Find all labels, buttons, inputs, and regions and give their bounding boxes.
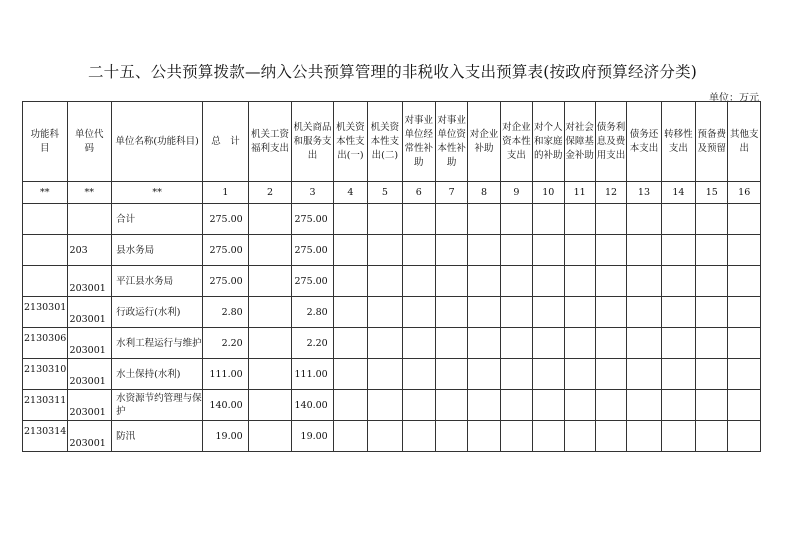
empty-cell (595, 390, 626, 421)
empty-cell (333, 359, 367, 390)
empty-cell (500, 266, 532, 297)
empty-cell (402, 297, 435, 328)
function-code-cell (23, 204, 68, 235)
column-number: 5 (368, 182, 402, 204)
empty-cell (627, 359, 661, 390)
empty-cell (435, 266, 467, 297)
empty-cell (435, 359, 467, 390)
column-header (564, 102, 595, 182)
wage-cell (248, 235, 292, 266)
table-row (23, 297, 761, 328)
empty-cell (627, 297, 661, 328)
column-header (23, 102, 68, 182)
column-header (468, 102, 500, 182)
unit-code-cell: 203001 (67, 359, 112, 390)
empty-cell (500, 297, 532, 328)
goods-services-cell: 2.20 (292, 328, 334, 359)
column-number: 6 (402, 182, 435, 204)
empty-cell (661, 328, 695, 359)
column-header (248, 102, 292, 182)
column-header (500, 102, 532, 182)
empty-cell (368, 266, 402, 297)
table-row (23, 359, 761, 390)
empty-cell (595, 421, 626, 452)
empty-cell (435, 421, 467, 452)
column-header (661, 102, 695, 182)
empty-cell (533, 204, 564, 235)
function-code-cell: 2130301 (23, 297, 68, 328)
unit-name-cell: 平江县水务局 (112, 266, 203, 297)
unit-code-cell: 203001 (67, 297, 112, 328)
empty-cell (500, 390, 532, 421)
empty-cell (500, 328, 532, 359)
column-header-label: 总 计 (211, 135, 240, 147)
column-number-row (23, 182, 761, 204)
column-number: 1 (203, 182, 249, 204)
empty-cell (435, 235, 467, 266)
empty-cell (595, 235, 626, 266)
empty-cell (333, 297, 367, 328)
column-header (112, 102, 203, 182)
empty-cell (627, 266, 661, 297)
empty-cell (333, 204, 367, 235)
column-header (728, 102, 761, 182)
empty-cell (661, 359, 695, 390)
total-cell: 275.00 (203, 204, 249, 235)
empty-cell (564, 359, 595, 390)
empty-cell (661, 390, 695, 421)
empty-cell (368, 297, 402, 328)
column-header (333, 102, 367, 182)
column-header (203, 102, 249, 182)
empty-cell (500, 421, 532, 452)
empty-cell (533, 359, 564, 390)
column-header-label: 转移性支出 (664, 128, 693, 154)
column-number: 8 (468, 182, 500, 204)
function-code-cell: 2130311 (23, 390, 68, 421)
empty-cell (728, 266, 761, 297)
function-code-cell (23, 266, 68, 297)
empty-cell (696, 297, 728, 328)
column-number: ** (23, 182, 68, 204)
goods-services-cell: 275.00 (292, 266, 334, 297)
function-code-cell: 2130310 (23, 359, 68, 390)
unit-code-cell: 203001 (67, 266, 112, 297)
unit-name-cell: 县水务局 (112, 235, 203, 266)
column-number: ** (112, 182, 203, 204)
empty-cell (661, 266, 695, 297)
wage-cell (248, 421, 292, 452)
empty-cell (595, 328, 626, 359)
empty-cell (564, 297, 595, 328)
unit-name-cell: 水土保持(水利) (112, 359, 203, 390)
column-number: 10 (533, 182, 564, 204)
total-cell: 111.00 (203, 359, 249, 390)
empty-cell (627, 421, 661, 452)
unit-code-cell: 203 (67, 235, 112, 266)
empty-cell (402, 421, 435, 452)
column-header (595, 102, 626, 182)
unit-name-cell: 行政运行(水利) (112, 297, 203, 328)
empty-cell (402, 235, 435, 266)
column-number: 13 (627, 182, 661, 204)
column-number: 2 (248, 182, 292, 204)
total-cell: 140.00 (203, 390, 249, 421)
empty-cell (468, 390, 500, 421)
empty-cell (500, 204, 532, 235)
column-header-label: 对社会保障基金补助 (565, 121, 594, 161)
empty-cell (564, 390, 595, 421)
total-cell: 2.20 (203, 328, 249, 359)
column-number: 11 (564, 182, 595, 204)
empty-cell (564, 266, 595, 297)
empty-cell (368, 235, 402, 266)
wage-cell (248, 297, 292, 328)
column-header-label: 对企业补助 (469, 128, 499, 154)
empty-cell (564, 328, 595, 359)
empty-cell (627, 235, 661, 266)
empty-cell (368, 421, 402, 452)
total-cell: 275.00 (203, 235, 249, 266)
total-cell: 19.00 (203, 421, 249, 452)
empty-cell (627, 204, 661, 235)
empty-cell (627, 328, 661, 359)
empty-cell (696, 359, 728, 390)
table-row (23, 328, 761, 359)
empty-cell (696, 204, 728, 235)
column-header (627, 102, 661, 182)
unit-name-cell: 防汛 (112, 421, 203, 452)
column-header-label: 对个人和家庭的补助 (534, 121, 563, 161)
empty-cell (468, 421, 500, 452)
empty-cell (333, 328, 367, 359)
empty-cell (696, 421, 728, 452)
column-header-label: 预备费及预留 (697, 128, 726, 154)
empty-cell (435, 328, 467, 359)
empty-cell (500, 235, 532, 266)
goods-services-cell: 275.00 (292, 204, 334, 235)
empty-cell (728, 390, 761, 421)
empty-cell (728, 359, 761, 390)
column-number: 7 (435, 182, 467, 204)
function-code-cell: 2130306 (23, 328, 68, 359)
column-header-label: 机关资本性支出(二) (370, 121, 400, 161)
empty-cell (696, 390, 728, 421)
column-header-label: 机关资本性支出(一) (336, 121, 365, 161)
empty-cell (728, 204, 761, 235)
empty-cell (728, 297, 761, 328)
unit-code-cell: 203001 (67, 390, 112, 421)
table-row (23, 235, 761, 266)
goods-services-cell: 140.00 (292, 390, 334, 421)
column-header (292, 102, 334, 182)
empty-cell (627, 390, 661, 421)
column-header-label: 对企业资本性支出 (502, 121, 531, 161)
empty-cell (661, 297, 695, 328)
column-number: 16 (728, 182, 761, 204)
wage-cell (248, 266, 292, 297)
empty-cell (533, 421, 564, 452)
empty-cell (564, 421, 595, 452)
column-header-label: 单位名称(功能科目) (115, 135, 199, 147)
column-header-label: 机关商品和服务支出 (293, 121, 332, 161)
empty-cell (728, 235, 761, 266)
column-header (67, 102, 112, 182)
empty-cell (402, 266, 435, 297)
empty-cell (533, 328, 564, 359)
column-header (533, 102, 564, 182)
empty-cell (696, 328, 728, 359)
empty-cell (333, 235, 367, 266)
column-number: ** (67, 182, 112, 204)
column-header-label: 功能科目 (30, 128, 60, 154)
empty-cell (595, 266, 626, 297)
budget-table (22, 101, 761, 452)
column-header (435, 102, 467, 182)
column-number: 3 (292, 182, 334, 204)
empty-cell (368, 359, 402, 390)
empty-cell (368, 204, 402, 235)
table-row (23, 266, 761, 297)
empty-cell (402, 204, 435, 235)
empty-cell (696, 235, 728, 266)
column-header-label: 对事业单位经常性补助 (404, 114, 433, 168)
empty-cell (661, 235, 695, 266)
function-code-cell (23, 235, 68, 266)
unit-code-cell (67, 204, 112, 235)
empty-cell (468, 297, 500, 328)
header-row (23, 102, 761, 182)
empty-cell (368, 390, 402, 421)
table-row (23, 421, 761, 452)
empty-cell (402, 359, 435, 390)
unit-label: 单位：万元 (709, 93, 759, 104)
total-cell: 275.00 (203, 266, 249, 297)
empty-cell (728, 421, 761, 452)
empty-cell (595, 359, 626, 390)
unit-name-cell: 水利工程运行与维护 (112, 328, 203, 359)
column-header-label: 债务还本支出 (629, 128, 659, 154)
page-title: 二十五、公共预算拨款—纳入公共预算管理的非税收入支出预算表(按政府预算经济分类) (87, 63, 698, 81)
column-number: 12 (595, 182, 626, 204)
empty-cell (728, 328, 761, 359)
empty-cell (533, 266, 564, 297)
table-row (23, 390, 761, 421)
empty-cell (500, 359, 532, 390)
empty-cell (468, 204, 500, 235)
goods-services-cell: 111.00 (292, 359, 334, 390)
goods-services-cell: 19.00 (292, 421, 334, 452)
empty-cell (595, 204, 626, 235)
empty-cell (661, 204, 695, 235)
empty-cell (435, 204, 467, 235)
column-number: 14 (661, 182, 695, 204)
empty-cell (564, 204, 595, 235)
goods-services-cell: 275.00 (292, 235, 334, 266)
empty-cell (402, 390, 435, 421)
column-header-label: 单位代码 (75, 128, 104, 154)
empty-cell (661, 421, 695, 452)
empty-cell (533, 297, 564, 328)
empty-cell (435, 390, 467, 421)
unit-code-cell: 203001 (67, 421, 112, 452)
empty-cell (333, 266, 367, 297)
empty-cell (402, 328, 435, 359)
empty-cell (368, 328, 402, 359)
unit-name-cell: 合计 (112, 204, 203, 235)
empty-cell (468, 359, 500, 390)
wage-cell (248, 328, 292, 359)
empty-cell (533, 235, 564, 266)
wage-cell (248, 204, 292, 235)
empty-cell (696, 266, 728, 297)
column-number: 4 (333, 182, 367, 204)
empty-cell (468, 235, 500, 266)
column-header (368, 102, 402, 182)
empty-cell (435, 297, 467, 328)
empty-cell (595, 297, 626, 328)
column-header-label: 机关工资福利支出 (250, 128, 289, 154)
unit-code-cell: 203001 (67, 328, 112, 359)
column-number: 15 (696, 182, 728, 204)
empty-cell (468, 328, 500, 359)
function-code-cell: 2130314 (23, 421, 68, 452)
total-cell: 2.80 (203, 297, 249, 328)
empty-cell (333, 390, 367, 421)
column-number: 9 (500, 182, 532, 204)
column-header-label: 其他支出 (729, 128, 759, 154)
column-header-label: 债务利息及费用支出 (596, 121, 626, 161)
empty-cell (533, 390, 564, 421)
unit-name-cell: 水资源节约管理与保护 (112, 390, 203, 421)
empty-cell (333, 421, 367, 452)
wage-cell (248, 390, 292, 421)
column-header (402, 102, 435, 182)
empty-cell (468, 266, 500, 297)
wage-cell (248, 359, 292, 390)
goods-services-cell: 2.80 (292, 297, 334, 328)
column-header-label: 对事业单位资本性补助 (437, 114, 466, 168)
empty-cell (564, 235, 595, 266)
column-header (696, 102, 728, 182)
table-row (23, 204, 761, 235)
